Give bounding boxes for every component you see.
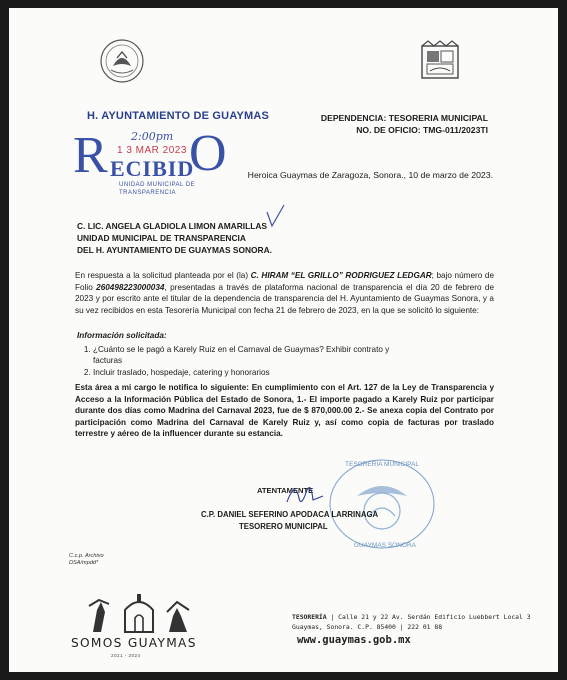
footer-dept: TESORERÍA (292, 613, 327, 621)
org-name: H. AYUNTAMIENTO DE GUAYMAS (87, 110, 270, 122)
ccp-line1: C.c.p. Archivo (69, 553, 104, 559)
stamp-time: 2:00pm (131, 130, 174, 143)
received-stamp (73, 126, 243, 196)
footer-address2: Guaymas, Sonora. C.P. 85400 | 222 01 88 (292, 623, 443, 631)
requested-list (81, 344, 418, 379)
addressee-line2: UNIDAD MUNICIPAL DE TRANSPARENCIA (77, 233, 246, 243)
requested-item-2: 2. Incluir traslado, hospedaje, catering y honorarios (93, 367, 418, 378)
ccp-note (69, 553, 104, 567)
document-page (9, 8, 558, 672)
brand-wordmark: SOMOS GUAYMAS (71, 636, 197, 650)
footer-website-link[interactable]: www.guaymas.gob.mx (297, 634, 411, 646)
footer-address1: | Calle 21 y 22 Av. Serdán Edificio Luebbert Local 3 (326, 613, 531, 621)
brand-years: 2021 - 2024 (111, 653, 141, 658)
response-paragraph (75, 270, 494, 316)
dependency-line: DEPENDENCIA: TESORERIA MUNICIPAL (320, 113, 488, 123)
place-date: Heroica Guaymas de Zaragoza, Sonora., 10 de marzo de 2023. (247, 170, 493, 180)
p1-text-c: , presentadas a través de plataforma nacional de transparencia el día 20 de febrero de 2023 y por escrito ante el titular de la dependencia de transparencia del H. Ayuntamiento de Guaymas Sonora, y a su vez recibidos en esta Tesorería Municipal con fecha 21 de febrero de 2023, en la que se solicitó lo siguiente: (75, 282, 494, 315)
stamp-unit-line1: UNIDAD MUNICIPAL DE (119, 182, 196, 188)
treasury-stamp-top: TESORERIA MUNICIPAL (345, 461, 419, 468)
addressee-line3: DEL H. AYUNTAMIENTO DE GUAYMAS SONORA. (77, 245, 272, 255)
p1-text-a: En respuesta a la solicitud planteada por el (la) (75, 271, 251, 280)
national-seal-icon (99, 38, 145, 84)
footer-contact (292, 612, 531, 632)
stamp-letter-r: R (73, 127, 108, 184)
stamp-letter-o: O (189, 125, 227, 182)
municipal-crest-icon (416, 38, 464, 86)
ccp-line2: DSA/mpdd* (69, 560, 99, 566)
office-number: NO. DE OFICIO: TMG-011/2023TI (356, 125, 488, 135)
signer-title: TESORERO MUNICIPAL (239, 522, 328, 531)
stamp-date: 1 3 MAR 2023 (117, 145, 187, 156)
requested-label: Información solicitada: (77, 331, 167, 340)
stamp-letters-ecibid: ECIBID (110, 156, 195, 181)
addressee-block (77, 220, 272, 256)
treasury-stamp-bottom: GUAYMAS SONORA (353, 542, 417, 549)
treasury-seal-stamp (327, 456, 437, 551)
dependency-block (321, 112, 488, 136)
folio-number: 260498223000034 (96, 282, 165, 292)
addressee-line1: C. LIC. ANGELA GLADIOLA LIMON AMARILLAS (77, 221, 267, 231)
somos-guaymas-logo-icon (79, 592, 199, 636)
footer-line1 (292, 612, 531, 622)
stamp-unit-line2: TRANSPARENCIA (119, 190, 177, 196)
signature-heading: ATENTAMENTE (257, 486, 314, 495)
p1-text-b: ; bajo número de Folio (75, 271, 494, 292)
requested-item-1: 1. ¿Cuánto se le pagó a Karely Ruiz en el Carnaval de Guaymas? Exhibir contrato y facturas (93, 344, 418, 366)
requester-name: C. HIRAM “EL GRILLO” RODRIGUEZ LEDGAR (250, 271, 432, 280)
notification-paragraph: Esta área a mi cargo le notifica lo siguiente: En cumplimiento con el Art. 127 de la Ley de Transparencia y Acceso a la Información Pública del Estado de Sonora, 1.- El importe pagado a Karely Ruiz por participar durante dos días como Madrina del Carnaval 2023, fue de $ 870,000.00 2.- Se anexa copia del Contrato por participación como Madrina del Carnaval de Karely Ruiz y, así como copia de facturas por traslado terrestre y aéreo de la influencer durante su estancia. (75, 383, 494, 438)
handwritten-signature (281, 478, 329, 514)
signer-name: C.P. DANIEL SEFERINO APODACA LARRINAGA (201, 510, 379, 519)
